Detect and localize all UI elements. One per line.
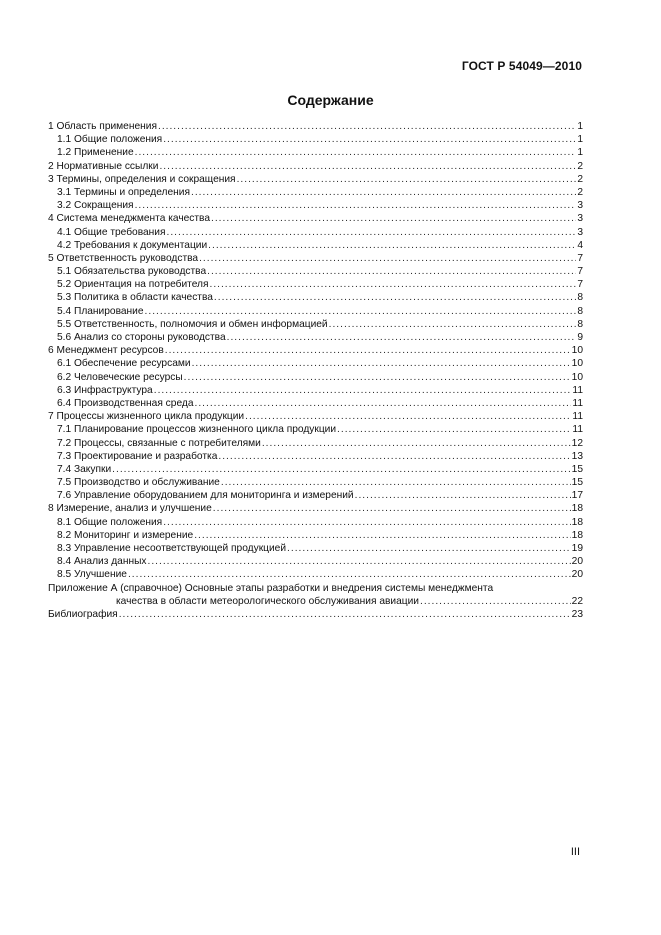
dot-leader [208,239,576,252]
toc-entry-page: 20 [571,569,583,581]
toc-entry-title: 4 Система менеджмента качества [48,213,211,225]
dot-leader [245,410,571,423]
toc-entry[interactable] [48,410,583,423]
dot-leader [112,463,571,476]
dot-leader [420,595,571,608]
toc-entry-title: 3.1 Термины и определения [57,186,190,198]
toc-entry-title: 1 Область применения [48,121,157,132]
dot-leader [145,305,576,318]
toc-entry[interactable] [48,133,583,146]
toc-entry-page: 8 [577,305,583,317]
toc-entry[interactable] [48,305,583,318]
toc-entry[interactable] [48,331,583,344]
toc-entry[interactable] [48,542,583,555]
toc-annex-line2[interactable] [48,595,583,608]
toc-entry[interactable] [48,489,583,502]
dot-leader [195,397,572,410]
toc-entry-page: 2 [577,173,583,185]
toc-entry-page: 8 [577,292,583,304]
toc-bibliography[interactable] [48,608,583,621]
toc-entry[interactable] [48,226,583,239]
toc-entry-page: 3 [577,213,583,225]
toc-entry-page: 20 [571,556,583,568]
toc-entry[interactable] [48,437,583,450]
toc-entry-title: 6.3 Инфраструктура [57,384,153,396]
toc-bibliography-page: 23 [571,608,583,620]
toc-entry-title: 5.5 Ответственность, полномочия и обмен информацией [57,318,328,330]
toc-entry[interactable] [48,160,583,173]
toc-entry-page: 17 [571,490,583,502]
toc-entry[interactable] [48,291,583,304]
toc-entry[interactable] [48,278,583,291]
toc-annex-title-line1: Приложение А (справочное) Основные этапы разработки и внедрения системы менеджмента [48,582,494,594]
toc-entry[interactable] [48,239,583,252]
toc-entry-title: 7.3 Проектирование и разработка [57,450,218,462]
dot-leader [163,516,570,529]
toc-entry-page: 1 [577,147,583,159]
toc-entry-title: 7.5 Производство и обслуживание [57,477,220,489]
dot-leader [192,357,571,370]
toc-entry-page: 13 [571,450,583,462]
dot-leader [211,212,576,225]
toc-entry-page: 18 [571,516,583,528]
toc-entry-page: 11 [572,424,583,436]
toc-entry-title: 4.2 Требования к документации [57,239,208,251]
toc-entry-title: 6.4 Производственная среда [57,397,194,409]
dot-leader [135,146,576,159]
dot-leader [167,226,576,239]
toc-entry-page: 12 [571,437,583,449]
toc-entry-page: 7 [577,266,583,278]
toc-entry-page: 11 [572,384,583,396]
toc-entry-title: 8.3 Управление несоответствующей продукцией [57,543,287,554]
toc-entry[interactable] [48,199,583,212]
toc-entry-page: 10 [571,345,583,357]
toc-entry-title: 2 Нормативные ссылки [48,160,159,172]
toc-entry[interactable] [48,252,583,265]
toc-bibliography-title: Библиография [48,608,118,620]
toc-entry-title: 8.4 Анализ данных [57,556,147,568]
toc-entry[interactable] [48,357,583,370]
toc-entry-title: 7.1 Планирование процессов жизненного цикла продукции [57,424,337,436]
toc-entry[interactable] [48,120,583,133]
toc-annex-line1[interactable] [48,582,583,595]
toc-entry[interactable] [48,476,583,489]
toc-entry[interactable] [48,529,583,542]
toc-entry-page: 10 [571,371,583,383]
toc-entry[interactable] [48,265,583,278]
toc-entry-page: 7 [577,279,583,291]
toc-entry-page: 19 [571,543,583,554]
dot-leader [207,265,576,278]
toc-entry-title: 4.1 Общие требования [57,226,166,238]
dot-leader [165,344,571,357]
toc-entry-title: 5.2 Ориентация на потребителя [57,279,209,291]
toc-entry-page: 3 [577,200,583,212]
toc-entry-page: 11 [572,397,583,409]
dot-leader [148,555,571,568]
toc-entry-title: 5.6 Анализ со стороны руководства [57,332,226,343]
toc-entry-title: 8 Измерение, анализ и улучшение [48,503,212,515]
toc-entry[interactable] [48,384,583,397]
toc-entry-page: 1 [577,121,583,132]
toc-entry-page: 15 [571,463,583,475]
toc-entry[interactable] [48,555,583,568]
dot-leader [158,120,576,133]
dot-leader [184,371,571,384]
toc-entry-title: 1.1 Общие положения [57,134,163,146]
toc-entry[interactable] [48,186,583,199]
toc-entry[interactable] [48,212,583,225]
toc-entry-title: 6.2 Человеческие ресурсы [57,371,183,383]
dot-leader [329,318,576,331]
toc-title: Содержание [287,92,374,108]
toc-entry[interactable] [48,318,583,331]
toc-entry-page: 2 [577,186,583,198]
toc-entry[interactable] [48,568,583,581]
dot-leader [213,502,571,515]
dot-leader [214,291,576,304]
toc-entry-page: 7 [577,252,583,264]
toc-entry-title: 8.2 Мониторинг и измерение [57,529,194,541]
dot-leader [194,529,570,542]
toc-entry-page: 3 [577,226,583,238]
toc-entry[interactable] [48,423,583,436]
toc-entry-title: 5.4 Планирование [57,305,144,317]
toc-entry-page: 9 [577,332,583,343]
dot-leader [218,450,570,463]
toc-entry[interactable] [48,463,583,476]
dot-leader [227,331,576,344]
toc-entry-page: 4 [577,239,583,251]
dot-leader [159,160,576,173]
toc-entry-title: 8.5 Улучшение [57,569,127,581]
toc-entry-page: 10 [571,358,583,370]
toc-entry-page: 18 [571,529,583,541]
toc-entry[interactable] [48,344,583,357]
dot-leader [287,542,571,555]
toc-entry-page: 2 [577,160,583,172]
toc-entry-title: 6.1 Обеспечение ресурсами [57,358,191,370]
toc-entry-title: 5.3 Политика в области качества [57,292,213,304]
toc-entry-title: 1.2 Применение [57,147,134,159]
toc-entry[interactable] [48,502,583,515]
dot-leader [128,568,571,581]
toc-entry-page: 15 [571,477,583,489]
toc-entry-title: 7.2 Процессы, связанные с потребителями [57,437,261,449]
dot-leader [262,437,571,450]
toc-entry[interactable] [48,146,583,159]
toc-entry-title: 7.4 Закупки [57,463,112,475]
toc-entry[interactable] [48,173,583,186]
dot-leader [163,133,576,146]
dot-leader [237,173,576,186]
toc-entry-page: 18 [571,503,583,515]
dot-leader [209,278,576,291]
table-of-contents [48,120,583,621]
toc-entry[interactable] [48,397,583,410]
dot-leader [199,252,576,265]
standard-code: ГОСТ Р 54049—2010 [461,59,582,73]
toc-entry-page: 8 [577,318,583,330]
dot-leader [135,199,576,212]
toc-annex-page: 22 [571,595,583,607]
toc-entry-page: 1 [577,134,583,146]
dot-leader [355,489,571,502]
toc-entry-title: 5.1 Обязательства руководства [57,266,207,278]
toc-entry[interactable] [48,516,583,529]
toc-entry-title: 7 Процессы жизненного цикла продукции [48,411,245,423]
dot-leader [119,608,571,621]
toc-entry[interactable] [48,371,583,384]
toc-entry-title: 7.6 Управление оборудованием для мониторинга и измерений [57,490,354,502]
toc-entry[interactable] [48,450,583,463]
toc-entry-title: 3 Термины, определения и сокращения [48,173,236,185]
dot-leader [154,384,572,397]
toc-entry-title: 8.1 Общие положения [57,516,163,528]
toc-entry-title: 6 Менеджмент ресурсов [48,345,164,357]
dot-leader [191,186,576,199]
dot-leader [221,476,571,489]
page-number: III [570,846,580,858]
toc-entry-page: 11 [572,411,583,423]
toc-entry-title: 5 Ответственность руководства [48,252,199,264]
toc-entry-title: 3.2 Сокращения [57,200,134,212]
dot-leader [337,423,571,436]
toc-annex-title-line2: качества в области метеорологического обслуживания авиации [116,595,419,607]
toc-entries [48,120,583,582]
